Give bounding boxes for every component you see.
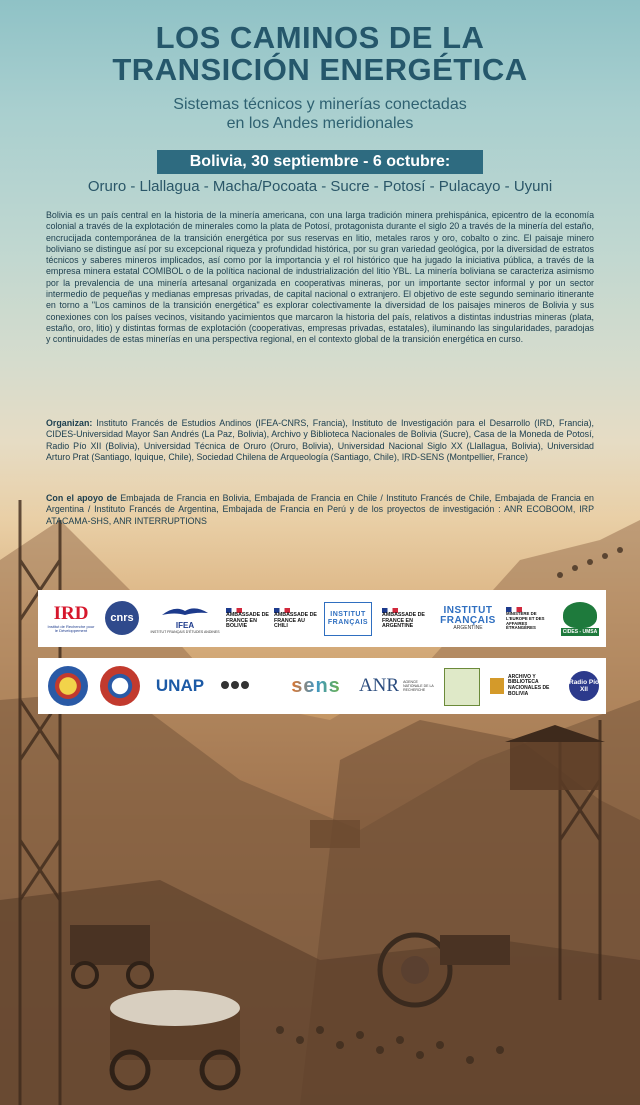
- anr-logo-subtitle: AGENCE NATIONALE DE LA RECHERCHE: [403, 680, 434, 692]
- university-siglo-xx-seal-icon: [100, 666, 140, 706]
- organizers-text: Instituto Francés de Estudios Andinos (IFEA-CNRS, Francia), Instituto de Investigación para el Desarrollo (IRD, Francia), CIDES-Universidad Mayor San Andrés (La Paz, Bolivia), Archivo y Biblioteca Nacionales de Bolivia (Sucre), Casa de la Moneda de Potosí, Radio Pío XII (Bolivia), Universidad Técnica de Oruro (Oruro, Bolivia), Universidad Nacional Siglo XX (Llallagua, Bolivia), Universidad Arturo Prat (Santiago, Iquique, Chile), Sociedad Chilena de Arqueología (Santiago, Chile), IRD-SENS (Montpellier, France): [46, 418, 594, 462]
- book-icon: [490, 678, 504, 694]
- archivo-biblioteca-logo: [488, 668, 564, 704]
- unap-logo-text: UNAP: [155, 676, 205, 695]
- title-line-1: LOS CAMINOS DE LA: [155, 20, 485, 55]
- institut-francais-argentina-subtitle: ARGENTINE: [453, 625, 483, 632]
- subtitle-line-2: en los Andes meridionales: [226, 115, 414, 132]
- title-line-2: TRANSICIÓN ENERGÉTICA: [112, 52, 528, 87]
- anr-logo: [356, 670, 440, 702]
- embassy-argentina-text: AMBASSADE DE FRANCE EN ARGENTINE: [382, 611, 425, 630]
- ifea-logo-text: IFEA: [175, 620, 195, 630]
- institut-francais-argentina-logo: [438, 600, 498, 638]
- cides-umsa-text: CIDES - UMSA: [562, 629, 598, 635]
- support-label: Con el apoyo de: [46, 493, 117, 503]
- cities-list: Oruro - Llallagua - Macha/Pocoata - Sucre - Potosí - Pulacayo - Uyuni: [87, 178, 553, 195]
- ird-logo-subtitle: Institut de Recherche pour le Développement: [47, 623, 95, 633]
- ministry-text: MINISTÈRE DE L'EUROPE ET DES AFFAIRES ÉTRANGÈRES: [506, 610, 545, 631]
- partner-logos-row-1: [38, 590, 606, 647]
- organizers-label: Organizan:: [46, 418, 93, 428]
- radio-pio-xii-logo: [568, 670, 600, 702]
- sens-logo-text: sens: [291, 674, 341, 697]
- unap-logo: [150, 668, 210, 704]
- casa-moneda-icon: [444, 668, 480, 706]
- embassy-chile-logo: [274, 598, 320, 640]
- radio-pio-xii-text: Radio Pío XII: [569, 671, 599, 701]
- ifea-logo-subtitle: INSTITUT FRANÇAIS D'ÉTUDES ANDINES: [150, 629, 220, 634]
- tree-icon: [563, 602, 597, 628]
- condor-icon: [160, 603, 210, 621]
- poster-subtitle: [0, 95, 640, 133]
- institut-francais-chile-text: INSTITUT FRANÇAIS: [327, 611, 369, 626]
- subtitle-line-1: Sistemas técnicos y minerías conectadas: [173, 96, 467, 113]
- organizers-paragraph: [46, 418, 594, 463]
- ministry-foreign-affairs-logo: [506, 596, 556, 642]
- partner-logos-row-2: [38, 658, 606, 714]
- archivo-biblioteca-text: ARCHIVO Y BIBLIOTECA NACIONALES DE BOLIVIA: [508, 673, 550, 697]
- ifea-logo: [150, 596, 220, 640]
- sociedad-chilena-arqueologia-icon: [218, 670, 252, 700]
- embassy-chile-text: AMBASSADE DE FRANCE AU CHILI: [274, 611, 317, 630]
- sens-logo: [276, 670, 356, 702]
- embassy-bolivia-logo: [226, 598, 272, 640]
- support-paragraph: [46, 493, 594, 527]
- university-oruro-seal-icon: [48, 666, 88, 706]
- cnrs-logo-text: cnrs: [105, 601, 139, 635]
- embassy-bolivia-text: AMBASSADE DE FRANCE EN BOLIVIE: [226, 611, 269, 630]
- institut-francais-argentina-text: INSTITUT FRANÇAIS: [440, 605, 496, 627]
- cides-umsa-logo: [558, 596, 602, 642]
- anr-logo-text: ANR: [358, 675, 400, 696]
- archaeology-figures-icon: [220, 675, 250, 695]
- support-text: Embajada de Francia en Bolivia, Embajada de Francia en Chile / Instituto Francés de Chile, Embajada de Francia en Argentina / Instituto Francés de Argentina, Embajada de Francia en Perú y de los proyectos de investigación : ANR ECOBOOM, IRP ATACAMA-SHS, ANR INTERRUPTIONS: [46, 493, 594, 526]
- date-banner: Bolivia, 30 septiembre - 6 octubre:: [157, 150, 483, 174]
- ird-logo-text: IRD: [53, 602, 89, 624]
- description-paragraph: Bolivia es un país central en la historia de la minería americana, con una larga tradición minera prehispánica, epicentro de la economía colonial a través de la explotación de minerales como la plata de Potosí, protagonista durante el siglo 20 a través de la minería del estaño, encrucijada contemporánea de la transición energética por sus reservas en litio, metales raros y oro, cobalto o zinc. El paisaje minero boliviano se distingue así por su excepcional riqueza y profundidad histórica, por su gran variedad geológica, por la diversidad de estratos técnicos y saberes mineros implicados, así como por la importancia y el rol histórico que ha jugado la iniciativa pública, a través de la empresa minera estatal COMIBOL o de la política nacional de industrialización del litio YBL. La minería boliviana se caracteriza asimismo por la prevalencia de una minería artesanal organizada en cooperativas mineras, por un importante sector informal y por un sector intermedio de pequeñas y medianas empresas privadas, de capital nacional o extranjero. El objetivo de este segundo seminario itinerante en torno a "Los caminos de la transición energética" es explorar colectivamente la diversidad de los paisajes mineros de Bolivia y sus conexiones con los países vecinos, visitando yacimientos que marcaron la historia del país, relativos a distintas industrias mineras (plata, estaño, oro, litio) y distintas formas de explotación (cooperativas, empresas privadas, estatales), iluminando las singularidades, paradojas y continuidades de estas minerías en una perspectiva regional, en el contexto global de la transición energética en curso.: [46, 210, 594, 345]
- poster-title: [0, 22, 640, 86]
- cnrs-logo: [102, 598, 142, 638]
- institut-francais-chile-logo: [324, 602, 372, 636]
- ird-logo: [46, 598, 96, 638]
- embassy-argentina-logo: [382, 598, 432, 640]
